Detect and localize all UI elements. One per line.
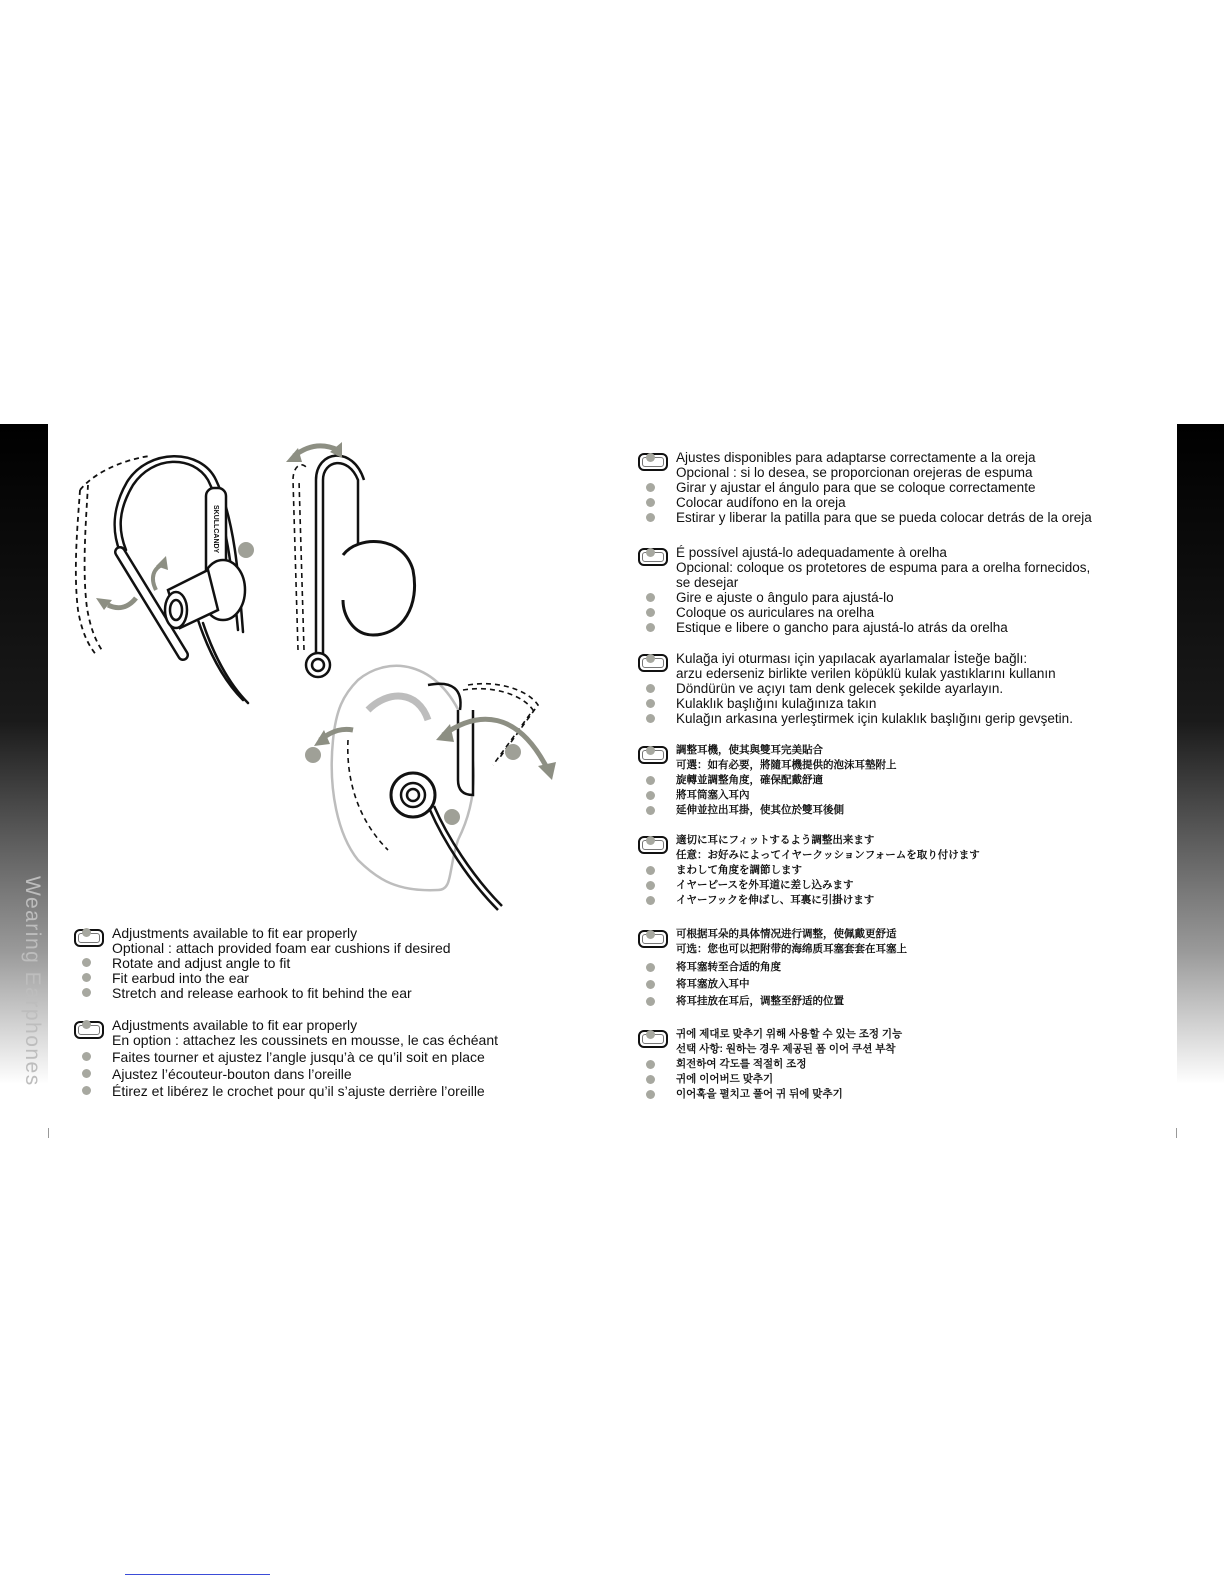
earphone-wearing-illustration <box>58 440 568 940</box>
instruction-line: 可選：如有必要，將隨耳機提供的泡沫耳墊附上 <box>676 759 897 771</box>
step-marker <box>238 542 254 558</box>
instruction-line: Girar y ajustar el ángulo para que se coloque correctamente <box>638 480 1092 495</box>
instruction-line: Kulağa iyi oturması için yapılacak ayarlamalar İsteğe bağlı: <box>638 651 1073 666</box>
instruction-line: Döndürün ve açıyı tam denk gelecek şekilde ayarlayın. <box>638 681 1073 696</box>
instruction-line: Fit earbud into the ear <box>74 971 451 986</box>
instruction-line: 任意：お好みによってイヤークッションフォームを取り付けます <box>676 849 980 861</box>
instruction-line: Rotate and adjust angle to fit <box>74 956 451 971</box>
instruction-line: se desejar <box>676 575 739 590</box>
instruction-line: 適切に耳にフィットするよう調整出来ます <box>638 833 980 848</box>
instruction-line: 調整耳機，使其與雙耳完美貼合 <box>638 743 897 758</box>
instruction-line: Kulağın arkasına yerleştirmek için kulaklık başlığını gerip gevşetin. <box>638 711 1073 726</box>
instruction-line: Stretch and release earhook to fit behind the ear <box>74 986 451 1001</box>
instruction-line: Faites tourner et ajustez l’angle jusqu’à ce qu’il soit en place <box>74 1050 498 1065</box>
instruction-line: Optional : attach provided foam ear cushions if desired <box>112 940 451 956</box>
instruction-line: 将耳塞转至合适的角度 <box>638 960 907 975</box>
instruction-line: Adjustments available to fit ear properly <box>74 926 451 941</box>
instruction-line: arzu ederseniz birlikte verilen köpüklü kulak yastıklarını kullanın <box>676 666 1056 681</box>
right-section-tab <box>1177 424 1224 1084</box>
instruction-line: Opcional : si lo desea, se proporcionan orejeras de espuma <box>676 465 1033 480</box>
instruction-line: 将耳塞放入耳中 <box>638 977 907 992</box>
instructions-spanish <box>638 450 1092 525</box>
bottom-rule <box>125 1574 270 1575</box>
instructions-japanese <box>638 833 980 908</box>
instruction-line: イヤーフックを伸ばし、耳裏に引掛けます <box>638 893 980 908</box>
left-section-tab <box>0 424 48 1087</box>
instructions-french <box>74 1018 498 1099</box>
instructions-portuguese <box>638 545 1090 635</box>
instruction-line: É possível ajustá-lo adequadamente à orelha <box>638 545 1090 560</box>
instruction-line: Estique e libere o gancho para ajustá-lo atrás da orelha <box>638 620 1090 635</box>
instruction-line: 회전하여 각도를 적절히 조정 <box>638 1057 902 1072</box>
instruction-line: まわして角度を調節します <box>638 863 980 878</box>
instruction-line: 旋轉並調整角度，確保配戴舒適 <box>638 773 897 788</box>
instruction-line: Colocar audífono en la oreja <box>638 495 1092 510</box>
instruction-line: Opcional: coloque os protetores de espuma para a orelha fornecidos, <box>676 560 1091 575</box>
crop-mark-left <box>48 1128 49 1138</box>
instruction-line: Adjustments available to fit ear properly <box>74 1018 498 1033</box>
instruction-line: Kulaklık başlığını kulağınıza takın <box>638 696 1073 711</box>
instructions-turkish <box>638 651 1073 726</box>
instruction-line: 將耳筒塞入耳內 <box>638 788 897 803</box>
instruction-line: 可根据耳朵的具体情况进行调整，使佩戴更舒适 <box>638 927 907 942</box>
instruction-line: Coloque os auriculares na orelha <box>638 605 1090 620</box>
instruction-line: 可选：您也可以把附带的海绵质耳塞套套在耳塞上 <box>676 943 907 955</box>
instruction-line: Gire e ajuste o ângulo para ajustá-lo <box>638 590 1090 605</box>
instruction-line: 귀에 제대로 맞추기 위해 사용할 수 있는 조정 기능 <box>638 1027 902 1042</box>
instructions-chinese-traditional <box>638 743 897 818</box>
instruction-line: Étirez et libérez le crochet pour qu’il s’ajuste derrière l’oreille <box>74 1084 498 1099</box>
instruction-line: En option : attachez les coussinets en mousse, le cas échéant <box>112 1032 499 1048</box>
instruction-line: 이어훅을 펼치고 풀어 귀 뒤에 맞추기 <box>638 1087 902 1102</box>
instructions-korean <box>638 1027 902 1102</box>
instruction-line: 귀에 이어버드 맞추기 <box>638 1072 902 1087</box>
instruction-line: 延伸並拉出耳掛，使其位於雙耳後側 <box>638 803 897 818</box>
crop-mark-right <box>1176 1128 1177 1138</box>
instructions-english <box>74 926 451 1001</box>
instructions-chinese-simplified <box>638 927 907 1009</box>
instruction-line: 선택 사항: 원하는 경우 제공된 폼 이어 쿠션 부착 <box>676 1043 896 1055</box>
brand-logo: SKULLCANDY <box>212 505 219 554</box>
instruction-line: 将耳挂放在耳后，调整至舒适的位置 <box>638 994 907 1009</box>
instruction-line: イヤーピースを外耳道に差し込みます <box>638 878 980 893</box>
section-title: Wearing Earphones <box>21 876 44 1087</box>
instruction-line: Ajustes disponibles para adaptarse correctamente a la oreja <box>638 450 1092 465</box>
instruction-line: Estirar y liberar la patilla para que se pueda colocar detrás de la oreja <box>638 510 1092 525</box>
instruction-line: Ajustez l’écouteur-bouton dans l’oreille <box>74 1067 498 1082</box>
